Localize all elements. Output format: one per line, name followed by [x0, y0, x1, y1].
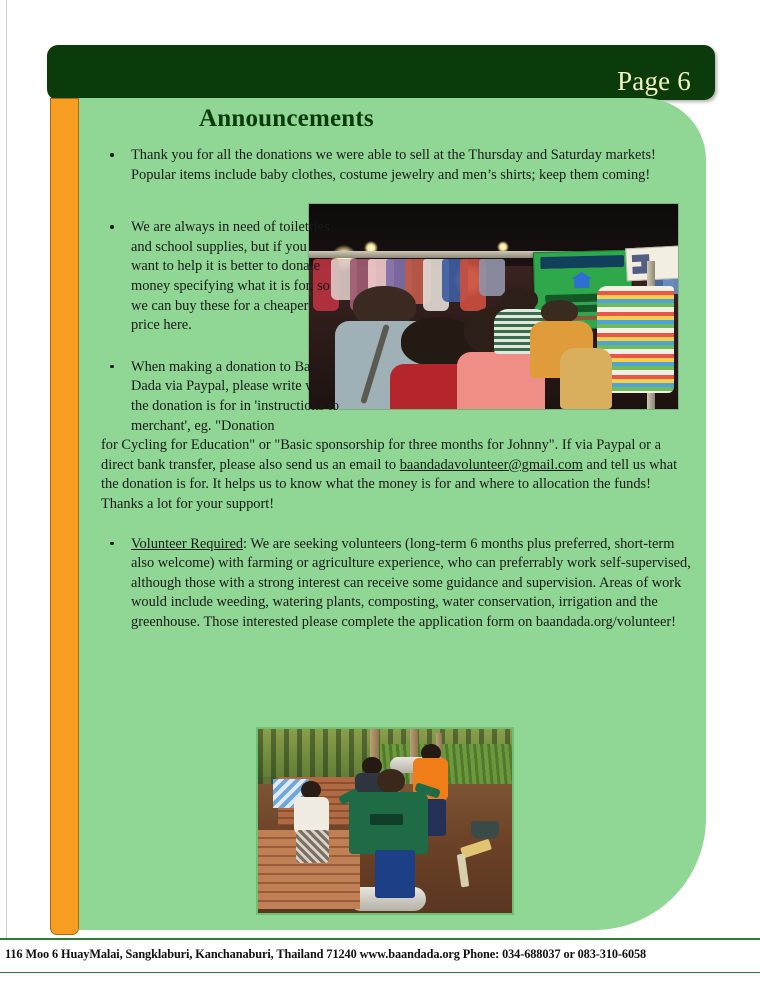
page-footer — [0, 938, 760, 983]
footer-rule-top — [0, 938, 760, 940]
bullet-dot-icon — [110, 225, 114, 229]
announcement-item — [101, 535, 691, 633]
announcement-text-paypal-continued — [101, 436, 686, 514]
bullet-dot-icon — [110, 542, 114, 546]
paypal-continue-after-link: and tell us what the donation is for. It helps us to know what the money is for and where to allocation the funds! Thanks a lot for your support! — [101, 456, 678, 512]
volunteer-building-photo — [256, 727, 514, 915]
announcement-item — [101, 218, 691, 336]
page-left-border — [6, 0, 7, 938]
volunteer-required-title: Volunteer Required — [131, 535, 244, 552]
bullet-dot-icon — [110, 365, 114, 369]
announcement-item — [101, 358, 691, 515]
volunteer-required-body: : We are seeking volunteers (long-term 6 months plus preferred, short-term also welcome) with farming or agriculture experience, who can preferrably work self-supervised, although those with a strong interest can receive some guidance and supervision. Areas of work would include weeding, watering plants, composting, water conservation, irrigation and the greenhouse. Those interested please complete the application form on baandada.org/volunteer! — [131, 535, 691, 630]
footer-contact-text: 116 Moo 6 HuayMalai, Sangklaburi, Kanchanaburi, Thailand 71240 www.baandada.org Phone: 034-688037 or 083-310-6058 — [5, 947, 647, 961]
announcement-text-paypal-lead: When making a donation to Baan Dada via Paypal, please write what the donation is for in 'instructions to merchant', eg. "Donation — [131, 358, 340, 434]
orange-side-bar — [50, 98, 79, 935]
announcement-text-volunteer — [131, 535, 691, 633]
page-number-label: Page 6 — [617, 66, 691, 96]
page-title: Announcements — [199, 105, 374, 132]
paypal-continue-before-link: for Cycling for Education" or "Basic sponsorship for three months for Johnny". If via Paypal or a direct bank transfer, please also send us an email to — [101, 437, 661, 473]
bullet-dot-icon — [110, 153, 114, 157]
footer-rule-bottom — [0, 972, 760, 973]
volunteer-email-link[interactable]: baandadavolunteer@gmail.com — [399, 456, 583, 473]
content-panel — [79, 98, 706, 930]
announcement-text-donations: Thank you for all the donations we were able to sell at the Thursday and Saturday markets! Popular items include baby clothes, costume jewelry and men’s shirts; keep them coming! — [131, 147, 656, 183]
announcement-item — [101, 146, 691, 185]
page-header-bar — [47, 45, 715, 100]
announcement-text-supplies: We are always in need of toiletries and school supplies, but if you want to help it is better to donate money specifying what it is for, so we can buy these for a cheaper price here. — [131, 219, 330, 334]
announcements-body — [101, 146, 691, 646]
